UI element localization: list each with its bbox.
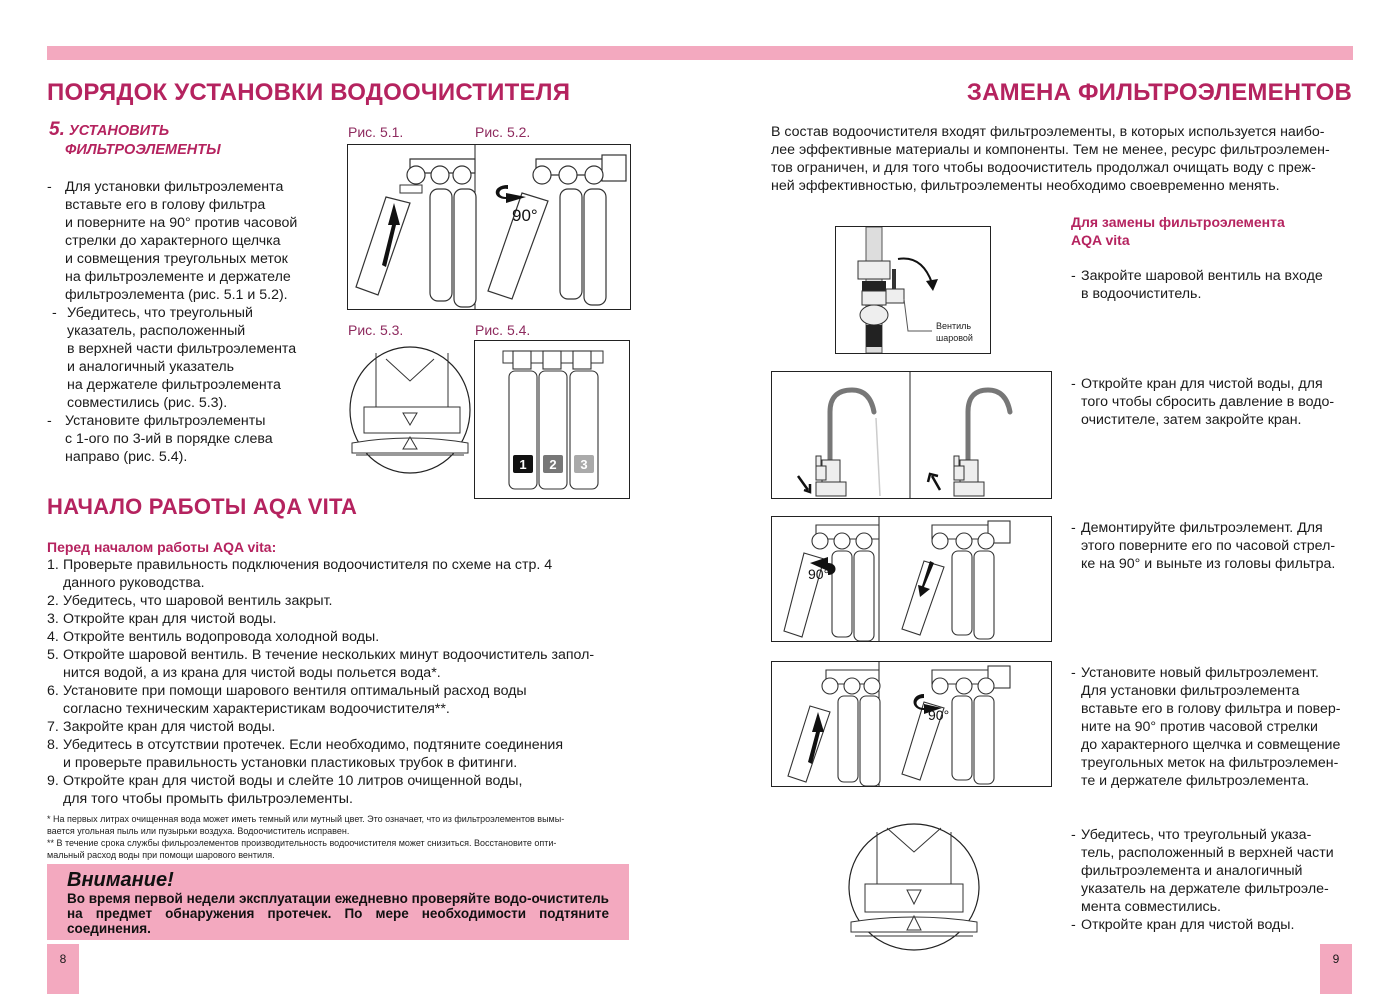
replace-step: - Убедитесь, что треугольный указа- тель, расположенный в верхней части фильтроэлемента и аналогичный указатель на держателе фильтроэле- мента совместились. - Откройте кран для чистой воды.	[1071, 826, 1356, 934]
alignment-marks-illustration	[847, 822, 981, 952]
install-instructions	[47, 178, 337, 466]
alignment-figure	[847, 822, 981, 952]
instruction-line: Установите фильтроэлементы	[65, 413, 266, 429]
start-step: 9. Откройте кран для чистой воды и слейте 10 литров очищенной воды, для того чтобы промыть фильтроэлементы.	[47, 773, 523, 807]
warning-title: Внимание!	[67, 869, 174, 891]
footnote-line: * На первых литрах очищенная вода может иметь темный или мутный цвет. Это означает, что из фильтроэлементов вымы-	[47, 814, 565, 824]
start-step: 7. Закройте кран для чистой воды.	[47, 719, 276, 735]
footnote-line: вается угольная пыль или пузырьки воздуха. Водоочиститель исправен.	[47, 826, 350, 836]
start-step: 1. Проверьте правильность подключения водоочистителя по схеме на стр. 4 данного руководства.	[47, 557, 553, 591]
replace-step: - Закройте шаровой вентиль на входе в водоочиститель.	[1071, 268, 1323, 302]
angle-label: 90°	[808, 566, 830, 582]
instruction-line: с 1-ого по 3-ий в порядке слева	[65, 431, 273, 447]
instruction-line: фильтроэлемента (рис. 5.1 и 5.2).	[65, 287, 288, 303]
ball-valve-illustration	[836, 227, 990, 353]
replace-step: - Откройте кран для чистой воды, для того чтобы сбросить давление в водо- очистителе, затем закройте кран.	[1071, 376, 1335, 428]
figure-caption-5-3: Рис. 5.3.	[348, 322, 404, 338]
instruction-line: совместились (рис. 5.3).	[67, 395, 228, 411]
instruction-line: на фильтроэлементе и держателе	[65, 269, 291, 285]
footnote-line: ** В течение срока службы фильроэлементов производительность водоочистителя может снизиться. Восстановите опти-	[47, 838, 557, 848]
step-title-line2: ФИЛЬТРОЭЛЕМЕНТЫ	[65, 142, 221, 158]
intro-paragraph: В состав водоочистителя входят фильтроэлементы, в которых используется наибо- лее эффективные материалы и компоненты. Тем не менее, ресурс фильтроэлемен- тов ограничен, и для того чтобы водоочиститель продолжал очищать воду с преж- ней эффективностью, фильтроэлементы необходимо своевременно менять.	[771, 124, 1330, 194]
step-title-line1: УСТАНОВИТЬ	[68, 123, 170, 139]
turn-arrow-icon	[898, 259, 932, 284]
install-filter-figure	[771, 661, 1052, 787]
replace-subtitle: Для замены фильтроэлемента AQA vita	[1071, 214, 1285, 248]
filter-remove-illustration	[772, 517, 1051, 641]
instruction-line: направо (рис. 5.4).	[65, 449, 188, 465]
footnote-line: мальный расход воды при помощи шарового вентиля.	[47, 850, 275, 860]
page-number-left: 8	[47, 944, 79, 994]
filter-cartridge-icon	[356, 197, 410, 295]
cartridge-number-2: 2	[549, 457, 557, 472]
instruction-line: указатель, расположенный	[67, 323, 246, 339]
instruction-line: на держателе фильтроэлемента	[67, 377, 281, 393]
instruction-item: - Установите фильтроэлементы с 1-ого по 3-ий в порядке слева направо (рис. 5.4).	[47, 412, 337, 466]
warning-body: Во время первой недели эксплуатации ежедневно проверяйте водо-очиститель на предмет обнаружения протечек. По мере необходимости подтяните соединения.	[67, 891, 609, 936]
turn-down-arrow-icon	[798, 476, 810, 492]
filter-install-illustration	[772, 662, 1051, 786]
filter-head-icon	[407, 159, 475, 184]
cartridge-number-3: 3	[580, 457, 588, 472]
page-number-right: 9	[1320, 944, 1352, 994]
alignment-marks-illustration	[348, 345, 472, 475]
valve-label-line2: шаровой	[936, 333, 973, 343]
figure-5-1-5-2	[347, 144, 631, 310]
figure-caption-5-2: Рис. 5.2.	[475, 124, 531, 140]
valve-figure	[835, 226, 991, 354]
right-page-title: ЗАМЕНА ФИЛЬТРОЭЛЕМЕНТОВ	[966, 79, 1352, 106]
instruction-line: вставьте его в голову фильтра	[65, 197, 266, 213]
instruction-line: в верхней части фильтроэлемента	[67, 341, 297, 357]
instruction-line: Для установки фильтроэлемента	[65, 179, 284, 195]
start-step: 6. Установите при помощи шарового вентиля оптимальный расход воды согласно техническим характеристикам водоочистителя**.	[47, 683, 527, 717]
start-step: 5. Откройте шаровой вентиль. В течение нескольких минут водоочиститель запол- нится водой, а из крана для чистой воды польется вода*.	[47, 647, 595, 681]
filter-insert-illustration	[348, 145, 630, 309]
water-stream	[876, 418, 880, 496]
figure-5-3	[348, 345, 472, 475]
instruction-line: и совмещения треугольных меток	[65, 251, 288, 267]
instruction-line: и поверните на 90° против часовой	[65, 215, 298, 231]
replace-step: - Откройте кран для чистой воды.	[1071, 917, 1295, 933]
start-step: 8. Убедитесь в отсутствии протечек. Если необходимо, подтяните соединения и проверьте правильность установки пластиковых трубок в фитинги.	[47, 737, 564, 771]
replace-step: - Демонтируйте фильтроэлемент. Для этого поверните его по часовой стрел- ке на 90° и выньте из головы фильтра.	[1071, 520, 1336, 572]
remove-filter-figure	[771, 516, 1052, 642]
cartridge-number-1: 1	[519, 457, 527, 472]
left-page-title: ПОРЯДОК УСТАНОВКИ ВОДООЧИСТИТЕЛЯ	[47, 79, 571, 106]
figure-caption-5-1: Рис. 5.1.	[348, 124, 404, 140]
footnotes	[47, 813, 637, 861]
valve-label-line1: Вентиль	[936, 321, 972, 331]
figure-caption-5-4: Рис. 5.4.	[475, 322, 531, 338]
turn-up-arrow-icon	[928, 474, 940, 490]
figure-5-4	[474, 340, 630, 499]
instruction-line: и аналогичный указатель	[67, 359, 235, 375]
faucet-illustration	[772, 372, 1051, 498]
instruction-item: - Убедитесь, что треугольный указатель, расположенный в верхней части фильтроэлемента и аналогичный указатель на держателе фильтроэлемента совместились (рис. 5.3).	[47, 304, 337, 412]
angle-label: 90°	[512, 206, 538, 225]
start-step: 3. Откройте кран для чистой воды.	[47, 611, 277, 627]
angle-label: 90°	[928, 707, 950, 723]
instruction-line: стрелки до характерного щелчка	[65, 233, 281, 249]
step-number: 5.	[49, 119, 65, 140]
warning-box	[47, 864, 629, 940]
start-step: 2. Убедитесь, что шаровой вентиль закрыт.	[47, 593, 333, 609]
replace-step: - Установите новый фильтроэлемент. Для установки фильтроэлемента вставьте его в голову фильтра и повер- ните на 90° против часовой стрелки до характерного щелчка и совмещение треугольных меток на фильтроэлемен- те и держателе фильтроэлемента.	[1071, 665, 1341, 789]
top-decorative-band	[47, 46, 1353, 60]
instruction-line: Убедитесь, что треугольный	[67, 305, 253, 321]
step-heading	[49, 120, 221, 160]
instruction-item: - Для установки фильтроэлемента вставьте его в голову фильтра и поверните на 90° против часовой стрелки до характерного щелчка и совмещения треугольных меток на фильтроэлементе и держателе фильтроэлемента (рис. 5.1 и 5.2).	[47, 178, 337, 304]
start-step: 4. Откройте вентиль водопровода холодной воды.	[47, 629, 380, 645]
start-section-title: НАЧАЛО РАБОТЫ AQA VITA	[47, 494, 358, 519]
faucet-figure	[771, 371, 1052, 499]
start-steps-list	[47, 556, 637, 808]
cartridge-order-illustration	[475, 341, 629, 498]
start-section-subtitle: Перед началом работы AQA vita:	[47, 539, 277, 555]
